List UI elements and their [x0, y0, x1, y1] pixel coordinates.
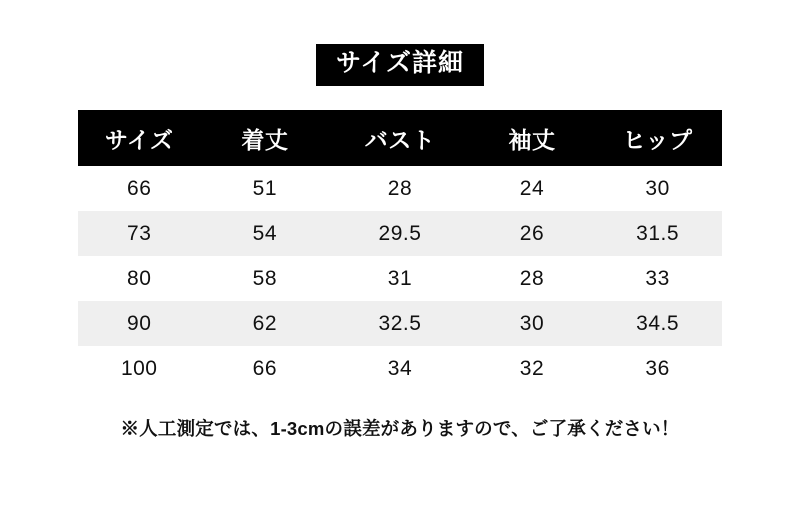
cell-size: 73 [78, 211, 200, 256]
table-header [78, 110, 722, 166]
cell-sleeve: 26 [471, 211, 593, 256]
measurement-note: ※人工測定では、1-3cmの誤差がありますので、ご了承ください！ [120, 418, 680, 439]
cell-size: 66 [78, 166, 200, 211]
cell-bust: 31 [329, 256, 470, 301]
column-header-size: サイズ [78, 110, 200, 166]
cell-bust: 29.5 [329, 211, 470, 256]
cell-length: 62 [200, 301, 329, 346]
column-header-sleeve: 袖丈 [471, 110, 593, 166]
cell-hip: 31.5 [593, 211, 722, 256]
cell-bust: 32.5 [329, 301, 470, 346]
cell-length: 51 [200, 166, 329, 211]
table-row [78, 346, 722, 391]
column-header-length: 着丈 [200, 110, 329, 166]
cell-bust: 34 [329, 346, 470, 391]
table-row [78, 211, 722, 256]
cell-bust: 28 [329, 166, 470, 211]
table-body [78, 166, 722, 391]
cell-sleeve: 28 [471, 256, 593, 301]
cell-length: 66 [200, 346, 329, 391]
column-header-hip: ヒップ [593, 110, 722, 166]
column-header-bust: バスト [329, 110, 470, 166]
cell-sleeve: 32 [471, 346, 593, 391]
cell-sleeve: 24 [471, 166, 593, 211]
cell-sleeve: 30 [471, 301, 593, 346]
cell-hip: 34.5 [593, 301, 722, 346]
cell-hip: 36 [593, 346, 722, 391]
cell-hip: 33 [593, 256, 722, 301]
size-table-container [78, 110, 722, 391]
table-row [78, 166, 722, 211]
cell-length: 58 [200, 256, 329, 301]
table-row [78, 256, 722, 301]
cell-size: 100 [78, 346, 200, 391]
cell-size: 80 [78, 256, 200, 301]
page-title: サイズ詳細 [316, 44, 484, 86]
cell-length: 54 [200, 211, 329, 256]
size-table [78, 110, 722, 391]
page-title-container [0, 44, 800, 86]
cell-hip: 30 [593, 166, 722, 211]
table-header-row [78, 110, 722, 166]
table-row [78, 301, 722, 346]
cell-size: 90 [78, 301, 200, 346]
